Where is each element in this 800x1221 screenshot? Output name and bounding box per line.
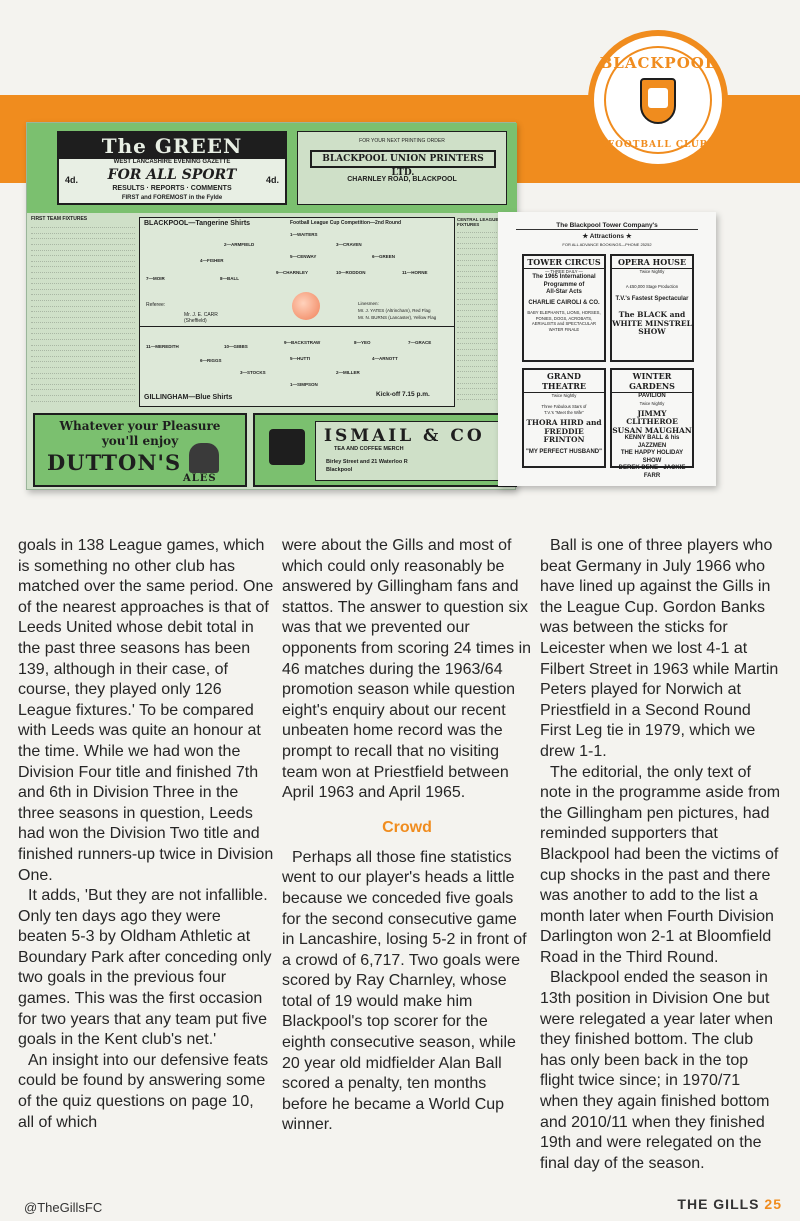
duttons-mascot-icon: [189, 443, 219, 473]
tower-circus-small: BABY ELEPHANTS, LIONS, HORSES, PONIES, DOGS, ACROBATS, AERIALISTS and SPECTACULAR WATER FINALE: [527, 310, 601, 332]
page-number: 25: [764, 1196, 782, 1212]
magazine-name: THE GILLS: [677, 1196, 760, 1212]
badge-bottom-text: FOOTBALL CLUB: [607, 140, 709, 150]
badge-top-text: BLACKPOOL: [599, 54, 717, 72]
winter-gardens-star: DEREK DENE · JACKIE FARR: [618, 465, 686, 479]
article-paragraph: were about the Gills and most of which could only reasonably be answered by Gillingham fans and stattos. The answer to question six was that we prevented our opponents from scoring 24 times in 46 matches during the 1963/64 promotion season while question eight's enquiry about our recent unbeaten home record was the prompt to recall that no visiting team won at Priestfield between April 1963 and April 1965.: [282, 537, 532, 802]
printers-name: BLACKPOOL UNION PRINTERS LTD.: [310, 150, 496, 168]
linesmen: Linesmen: Mr. J. YATES (Altrincham), Red Flag Mr. N. BURNS (Lancaster), Yellow Flag: [358, 301, 437, 320]
grand-theatre-line: Three Fabulous Stars of: [541, 404, 587, 410]
article-paragraph: It adds, 'But they are not infallible. Only ten days ago they were beaten 5-3 by Oldham Athletic at Boundary Park after conceding only two goals in the previous four games. This was the first occasion for two years that any team put five goals in the Kent club's net.': [18, 887, 272, 1049]
player: 5—CENWAY: [290, 254, 317, 259]
duttons-ales-advert: [33, 413, 247, 487]
ismail-panel: [315, 421, 515, 481]
crowd-heading: Crowd: [382, 818, 432, 836]
opera-house-line: T.V.'s Fastest Spectacular: [615, 295, 689, 302]
opera-house-title: OPERA HOUSE: [612, 256, 692, 269]
ismail-address: Birley Street and 21 Waterloo R Blackpool: [326, 459, 408, 473]
grand-theatre-title: GRAND THEATRE: [524, 370, 604, 393]
article-paragraph: Blackpool ended the season in 13th position in Division One but were relegated a year later when they finished bottom. The club has only been back in the top flight twice since; in 1970/71 when they again finished bottom and 2010/11 when they finished 19th and were relegated on the final day of the season.: [540, 969, 774, 1172]
tower-circus-star: CHARLIE CAIROLI & CO.: [528, 299, 600, 306]
opera-house-line: A £50,000 Stage Production: [625, 284, 679, 290]
opera-house-times: Twice Nightly: [639, 269, 665, 274]
article-column-1: [18, 536, 274, 1133]
tower-title: The Blackpool Tower Company's: [516, 222, 698, 230]
player: 3—STOCKS: [240, 370, 266, 375]
the-green-title: The GREEN: [59, 133, 285, 159]
tower-note: FOR ALL ADVANCE BOOKINGS—PHONE 25252: [562, 242, 652, 247]
ismail-logo-icon: [269, 429, 305, 465]
shield-icon: [640, 78, 676, 124]
duttons-brand: DUTTON'S: [47, 450, 182, 475]
winter-gardens-sub: PAVILION: [638, 393, 666, 399]
player: 9—CHARNLEY: [276, 270, 309, 275]
the-green-results: RESULTS · REPORTS · COMMENTS: [112, 185, 232, 192]
player: 2—MILLER: [336, 370, 360, 375]
article-paragraph: goals in 138 League games, which is something no other club has matched over the same period. One of the nearest approaches is that of Leeds United whose debit total in the past three seasons has been 139, although in their case, of course, they played only 126 League fixtures.' To be compared with Leeds was quite an honour at the time. While we had won the Division Four title and finished 7th and 6th in Division Three in the three seasons in question, Leeds had won the Division Two title and finished runners-up twice in Division One.: [18, 537, 274, 884]
tower-circus-box: [522, 254, 606, 362]
article-column-2: [282, 536, 532, 1136]
twitter-handle: @TheGillsFC: [24, 1200, 103, 1215]
tower-subtitle: ★ Attractions ★: [582, 233, 632, 240]
player: 3—CRAVEN: [336, 242, 362, 247]
winter-gardens-times: Twice Nightly: [639, 400, 665, 406]
player: 5—HUTTI: [290, 356, 311, 361]
ismail-advert: [253, 413, 517, 487]
tower-circus-title: TOWER CIRCUS: [524, 256, 604, 269]
referee-label: Referee:: [146, 302, 166, 308]
player: 10—GIBBS: [224, 344, 248, 349]
opera-house-box: [610, 254, 694, 362]
tower-circus-times: — THREE DAILY —: [545, 269, 583, 274]
divider: [140, 326, 454, 327]
winter-gardens-star: JIMMY CLITHEROE: [626, 408, 678, 427]
duttons-line1: Whatever your Pleasure: [59, 419, 221, 433]
kickoff-time: Kick-off 7.15 p.m.: [376, 391, 430, 398]
article-paragraph: Ball is one of three players who beat Germany in July 1966 who have lined up against the Gills in the League Cup. Gordon Banks was between the sticks for Leicester when we lost 4-1 at Filbert Street in 1963 while Martin Peters played for Norwich at Priestfield in a Second Round First Leg tie in 1979, which we drew 1-1.: [540, 537, 779, 760]
player: 10—RODDON: [336, 270, 366, 275]
first-team-fixtures: [31, 217, 135, 407]
player: 7—GRACE: [408, 340, 432, 345]
fixtures-title: FIRST TEAM FIXTURES: [31, 216, 88, 222]
grand-theatre-comedy: "MY PERFECT HUSBAND": [526, 448, 602, 455]
tower-circus-line: The 1965 International: [532, 274, 596, 281]
grand-theatre-box: [522, 368, 606, 468]
player: 7—MOIR: [146, 276, 165, 281]
article-paragraph: An insight into our defensive feats could be found by answering some of the quiz questions on page 10, all of which: [18, 1051, 269, 1131]
player: 6—GREEN: [372, 254, 396, 259]
tower-circus-line: All-Star Acts: [546, 289, 582, 296]
printers-address: CHARNLEY ROAD, BLACKPOOL: [347, 176, 457, 183]
programme-header: [27, 123, 517, 213]
match-programme-scan: [26, 122, 516, 490]
player: 8—BALL: [220, 276, 239, 281]
ismail-name: ISMAIL & CO: [324, 426, 485, 446]
blackpool-fc-badge: [588, 30, 728, 170]
player: 11—MEREDITH: [146, 344, 179, 349]
player: 8—YEO: [354, 340, 371, 345]
player: 1—WAITERS: [290, 232, 318, 237]
grand-theatre-times: Twice Nightly: [551, 393, 577, 398]
tower-attractions-card: [498, 212, 716, 486]
away-team-label: GILLINGHAM—Blue Shirts: [144, 394, 233, 401]
article-paragraph: Perhaps all those fine statistics went to our player's heads a little because we conceded five goals for the second consecutive game in Lancashire, losing 5-2 in front of a crowd of 6,717. Two goals were scored by Ray Charnley, whose total of 19 would make him Blackpool's top scorer for the eighth consecutive season, while 20 year old midfielder Alan Ball scored a penalty, ten months before he became a World Cup winner.: [282, 848, 527, 1134]
tower-circus-line: Programme of: [543, 281, 585, 288]
grand-theatre-stars: THORA HIRD and FREDDIE FRINTON: [526, 418, 602, 445]
opera-house-show: The BLACK and WHITE MINSTREL SHOW: [612, 310, 692, 337]
team-line-ups: [139, 217, 455, 407]
price-left: 4d.: [65, 175, 79, 185]
player: 6—RIGGS: [200, 358, 222, 363]
article-paragraph: The editorial, the only text of note in the programme aside from the Gillingham pen pictures, had reminded supporters that Blackpool had been the victims of cup shocks in the past and there was another to add to the list a month later when Fourth Division Darlington won 2-1 at Bloomfield Road in the Third Round.: [540, 763, 781, 966]
home-team-label: BLACKPOOL—Tangerine Shirts: [144, 220, 251, 227]
article-column-3: [540, 536, 782, 1174]
winter-gardens-box: [610, 368, 694, 479]
player: 1—SIMPSON: [290, 382, 318, 387]
page-footer: [677, 1196, 782, 1212]
printers-advert: [297, 131, 507, 205]
winter-gardens-star: THE HAPPY HOLIDAY SHOW: [620, 450, 684, 464]
player: 4—ARNOTT: [372, 356, 398, 361]
competition-label: Football League Cup Competition—2nd Round: [290, 220, 402, 226]
referee-name: Mr. J. E. CARR (Sheffield): [184, 312, 218, 324]
grand-theatre-line: T.V.'s "Meet the Wife": [544, 409, 584, 415]
winter-gardens-title: WINTER GARDENS: [612, 370, 692, 393]
player: 2—ARMFIELD: [224, 242, 255, 247]
the-green-sport: FOR ALL SPORT: [107, 167, 237, 183]
player: 9—BACKSTRAW: [284, 340, 321, 345]
duttons-line2: you'll enjoy: [101, 434, 179, 448]
winter-gardens-star: KENNY BALL & his JAZZMEN: [624, 435, 680, 449]
player: 4—FISHER: [200, 258, 224, 263]
winter-gardens-star: SUSAN MAUGHAN: [612, 425, 692, 435]
player: 11—HORNE: [402, 270, 428, 275]
the-green-subtitle: WEST LANCASHIRE EVENING GAZETTE: [113, 159, 231, 165]
duttons-ales: ALES: [183, 473, 217, 484]
price-right: 4d.: [265, 175, 279, 185]
printers-small: FOR YOUR NEXT PRINTING ORDER: [359, 138, 445, 144]
central-fixtures-title: CENTRAL LEAGUE FIXTURES: [457, 217, 499, 227]
football-icon: [292, 292, 320, 320]
the-green-first: FIRST and FOREMOST in the Fylde: [121, 195, 223, 201]
the-green-advert: [57, 131, 287, 205]
ismail-sub: TEA AND COFFEE MERCH: [334, 446, 404, 452]
